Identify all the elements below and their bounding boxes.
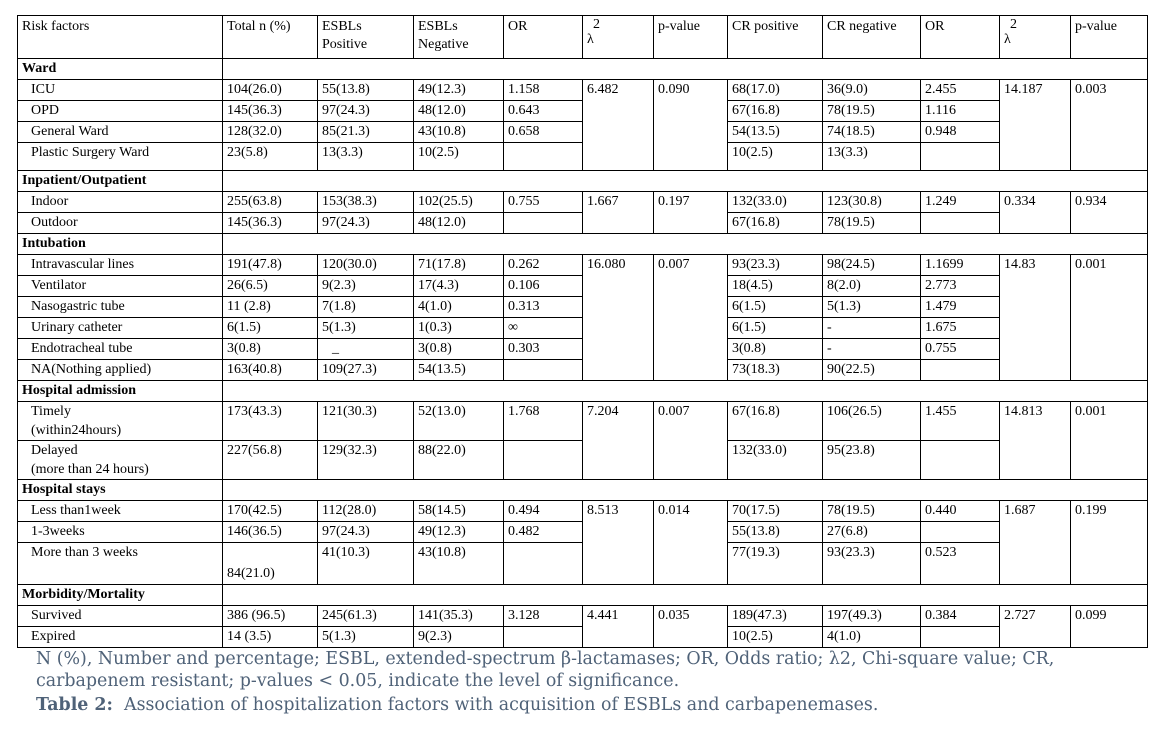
chi-value: 16.080 [583, 255, 654, 381]
lambda-symbol: λ [587, 32, 594, 47]
section-row-morbidity-mortality [18, 585, 1148, 606]
chi-value: 14.83 [1000, 255, 1071, 381]
table-row: Ventilator 26(6.5) 9(2.3) 17(4.3) 0.106 18(4.5) 8(2.0) 2.773 [18, 276, 1148, 297]
table-row: Outdoor 145(36.3) 97(24.3) 48(12.0) 67(16.8) 78(19.5) [18, 213, 1148, 234]
p-value: 0.090 [654, 80, 728, 171]
p-value: 0.014 [654, 501, 728, 585]
table-row: Endotracheal tube 3(0.8) _ 3(0.8) 0.303 3(0.8) - 0.755 [18, 339, 1148, 360]
p-value: 0.199 [1071, 501, 1148, 585]
section-title: Hospital stays [18, 480, 223, 501]
table-caption [36, 694, 1146, 716]
chi-value: 6.482 [583, 80, 654, 171]
section-row-hospital-admission [18, 381, 1148, 402]
table-row: More than 3 weeks 84(21.0) 41(10.3) 43(10.8) 77(19.3) 93(23.3) 0.523 [18, 543, 1148, 585]
chi-value: 14.187 [1000, 80, 1071, 171]
header-p-esbl: p-value [654, 16, 728, 59]
header-total: Total n (%) [223, 16, 318, 59]
header-cr-positive: CR positive [728, 16, 823, 59]
table-row: General Ward 128(32.0) 85(21.3) 43(10.8) 0.658 54(13.5) 74(18.5) 0.948 [18, 122, 1148, 143]
chi-superscript: 2 [593, 17, 600, 32]
section-title: Intubation [18, 234, 223, 255]
chi-value: 1.667 [583, 192, 654, 234]
p-value: 0.934 [1071, 192, 1148, 234]
header-chi-esbl [583, 16, 654, 59]
header-chi-cr [1000, 16, 1071, 59]
table-row: Plastic Surgery Ward 23(5.8) 13(3.3) 10(2.5) 10(2.5) 13(3.3) [18, 143, 1148, 171]
section-row-inpatient-outpatient [18, 171, 1148, 192]
header-esbl-negative: ESBLs Negative [414, 16, 504, 59]
chi-value: 4.441 [583, 606, 654, 648]
table-footnote: N (%), Number and percentage; ESBL, extended-spectrum β-lactamases; OR, Odds ratio; λ2, Chi-square value; CR, carbapenem resistant; p-values < 0.05, indicate the level of significance. [36, 649, 1055, 691]
header-cr-negative: CR negative [823, 16, 921, 59]
chi-value: 2.727 [1000, 606, 1071, 648]
header-esbl-positive: ESBLs Positive [318, 16, 414, 59]
table-row: NA(Nothing applied) 163(40.8) 109(27.3) 54(13.5) 73(18.3) 90(22.5) [18, 360, 1148, 381]
section-title: Morbidity/Mortality [18, 585, 223, 606]
section-title: Ward [18, 59, 223, 80]
header-p-cr: p-value [1071, 16, 1148, 59]
chi-value: 1.687 [1000, 501, 1071, 585]
table-row: Timely (within24hours) 173(43.3) 121(30.3) 52(13.0) 1.768 7.204 0.007 67(16.8) 106(26.5) 1.455 14.813 0.001 [18, 402, 1148, 441]
section-title: Hospital admission [18, 381, 223, 402]
chi-value: 7.204 [583, 402, 654, 480]
p-value: 0.007 [654, 402, 728, 480]
table-row: OPD 145(36.3) 97(24.3) 48(12.0) 0.643 67(16.8) 78(19.5) 1.116 [18, 101, 1148, 122]
table-row: ICU 104(26.0) 55(13.8) 49(12.3) 1.158 6.482 0.090 68(17.0) 36(9.0) 2.455 14.187 0.003 [18, 80, 1148, 101]
section-row-intubation [18, 234, 1148, 255]
header-row [18, 16, 1148, 59]
table-row: Less than1week 170(42.5) 112(28.0) 58(14.5) 0.494 8.513 0.014 70(17.5) 78(19.5) 0.440 1.687 0.199 [18, 501, 1148, 522]
table-row: 1-3weeks 146(36.5) 97(24.3) 49(12.3) 0.482 55(13.8) 27(6.8) [18, 522, 1148, 543]
chi-value: 8.513 [583, 501, 654, 585]
p-value: 0.007 [654, 255, 728, 381]
section-row-ward [18, 59, 1148, 80]
p-value: 0.035 [654, 606, 728, 648]
table-row: Survived 386 (96.5) 245(61.3) 141(35.3) 3.128 4.441 0.035 189(47.3) 197(49.3) 0.384 2.727 0.099 [18, 606, 1148, 627]
header-or-cr: OR [921, 16, 1000, 59]
section-row-hospital-stays [18, 480, 1148, 501]
section-title: Inpatient/Outpatient [18, 171, 223, 192]
table-row: Delayed (more than 24 hours) 227(56.8) 129(32.3) 88(22.0) 132(33.0) 95(23.8) [18, 441, 1148, 480]
chi-value: 14.813 [1000, 402, 1071, 480]
header-risk-factors: Risk factors [18, 16, 223, 59]
chi-superscript: 2 [1010, 17, 1017, 32]
chi-value: 0.334 [1000, 192, 1071, 234]
caption-text: Association of hospitalization factors with acquisition of ESBLs and carbapenemases. [124, 695, 879, 715]
table-row: Nasogastric tube 11 (2.8) 7(1.8) 4(1.0) 0.313 6(1.5) 5(1.3) 1.479 [18, 297, 1148, 318]
lambda-symbol: λ [1004, 32, 1011, 47]
table-container [17, 15, 1147, 648]
table-row: Intravascular lines 191(47.8) 120(30.0) 71(17.8) 0.262 16.080 0.007 93(23.3) 98(24.5) 1.1699 14.83 0.001 [18, 255, 1148, 276]
p-value: 0.197 [654, 192, 728, 234]
table-row: Expired 14 (3.5) 5(1.3) 9(2.3) 10(2.5) 4(1.0) [18, 627, 1148, 648]
p-value: 0.001 [1071, 402, 1148, 480]
caption-label: Table 2: [36, 695, 113, 715]
table-row: Indoor 255(63.8) 153(38.3) 102(25.5) 0.755 1.667 0.197 132(33.0) 123(30.8) 1.249 0.334 0.934 [18, 192, 1148, 213]
p-value: 0.001 [1071, 255, 1148, 381]
header-or-esbl: OR [504, 16, 583, 59]
p-value: 0.003 [1071, 80, 1148, 171]
risk-factors-table [17, 15, 1148, 648]
p-value: 0.099 [1071, 606, 1148, 648]
table-row: Urinary catheter 6(1.5) 5(1.3) 1(0.3) ∞ 6(1.5) - 1.675 [18, 318, 1148, 339]
